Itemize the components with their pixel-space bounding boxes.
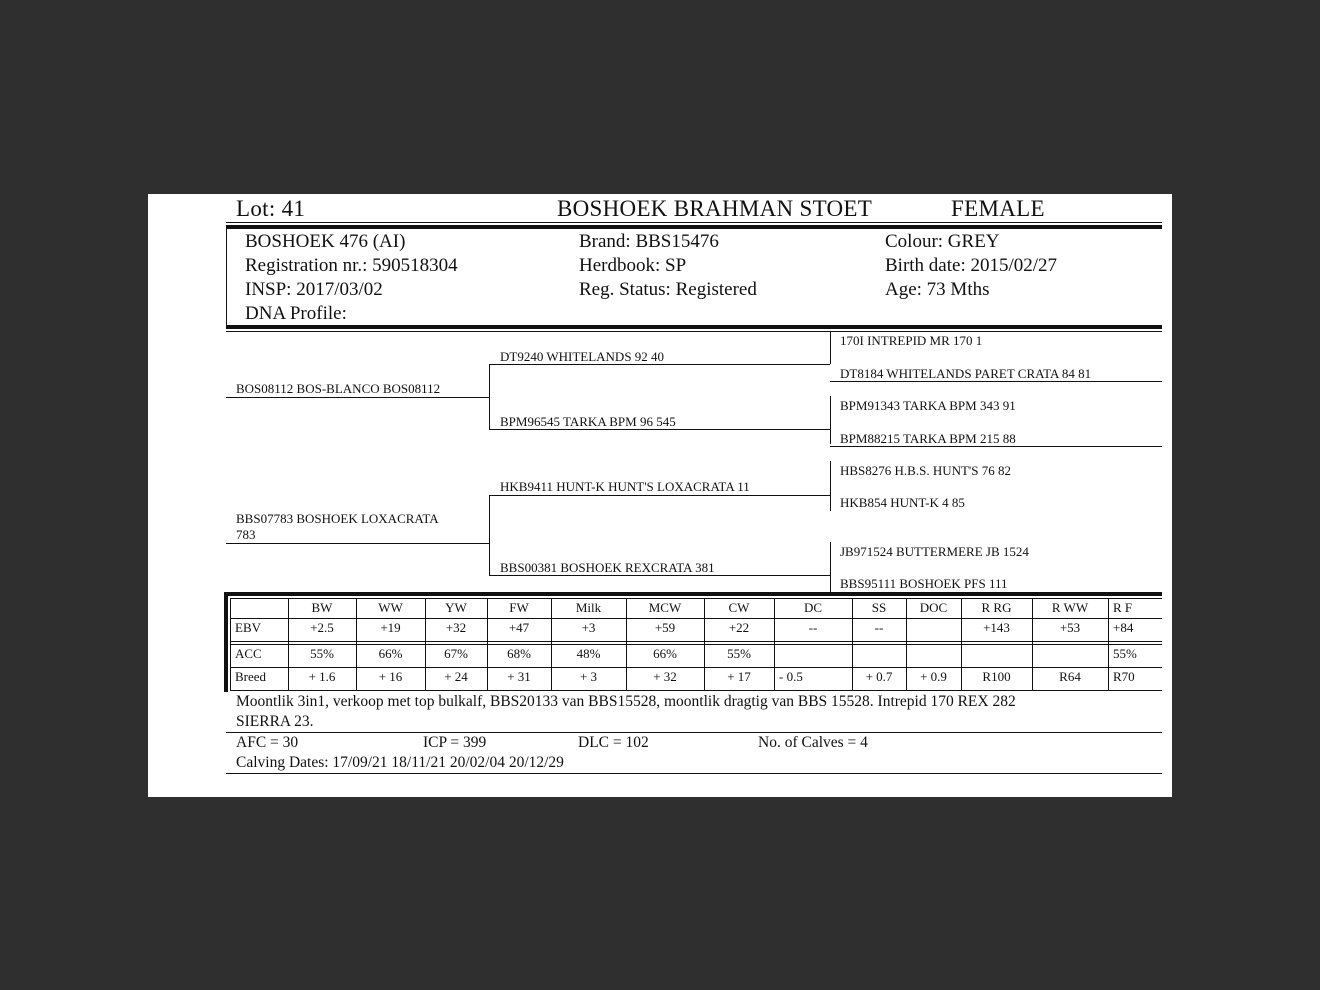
pedigree-ssd: DT8184 WHITELANDS PARET CRATA 84 81 — [840, 366, 1092, 381]
table-cell: 66% — [378, 646, 403, 661]
table-row-label: ACC — [235, 646, 262, 661]
table-row-label: EBV — [235, 620, 261, 635]
table-cell: + 24 — [444, 669, 468, 684]
table-header-cell: R RG — [981, 600, 1012, 615]
table-cell: +19 — [380, 620, 401, 635]
table-cell: 67% — [444, 646, 468, 661]
dna-profile: DNA Profile: — [245, 303, 347, 324]
age: Age: 73 Mths — [885, 279, 990, 300]
table-header-cell: R WW — [1051, 600, 1089, 615]
pedigree-sire-sire: DT9240 WHITELANDS 92 40 — [500, 349, 665, 364]
icp: ICP = 399 — [423, 734, 487, 751]
pedigree-bracket — [830, 332, 831, 364]
table-header-cell: MCW — [648, 600, 682, 615]
table-cell: + 17 — [727, 669, 751, 684]
lot-number: Lot: 41 — [236, 196, 306, 221]
table-cell: + 0.7 — [865, 669, 893, 684]
table-cell: +53 — [1059, 620, 1081, 635]
table-line — [230, 690, 1162, 691]
table-header-cell: Milk — [575, 600, 602, 615]
table-cell: 55% — [727, 646, 751, 661]
pedigree-bracket — [489, 496, 490, 576]
afc: AFC = 30 — [236, 734, 299, 751]
table-cell: R64 — [1059, 669, 1081, 684]
registration-number: Registration nr.: 590518304 — [245, 255, 458, 276]
number-of-calves: No. of Calves = 4 — [758, 734, 868, 751]
table-top-rule — [224, 592, 1162, 596]
table-header-cell: YW — [445, 600, 467, 615]
pedigree-dam-cont: 783 — [236, 527, 256, 542]
table-cell: 66% — [653, 646, 677, 661]
notes-rule — [226, 732, 1162, 733]
pedigree-line — [489, 429, 830, 430]
calving-rule — [226, 773, 1162, 774]
table-header-cell: CW — [728, 600, 750, 615]
pedigree-sire: BOS08112 BOS-BLANCO BOS08112 — [236, 381, 441, 396]
table-cell: + 1.6 — [308, 669, 336, 684]
table-header-cell: DC — [803, 600, 823, 615]
table-cell: + 32 — [653, 669, 677, 684]
table-line — [230, 644, 1162, 645]
card-title: BOSHOEK BRAHMAN STOET — [557, 196, 873, 221]
pedigree-line — [226, 543, 490, 544]
reg-status: Reg. Status: Registered — [579, 279, 757, 300]
table-cell: +84 — [1113, 620, 1134, 635]
info-left-border — [226, 229, 227, 325]
pedigree-line — [830, 446, 1162, 447]
insp-date: INSP: 2017/03/02 — [245, 279, 383, 300]
table-header-cell: BW — [311, 600, 333, 615]
pedigree-bracket — [489, 364, 490, 430]
table-cell: +32 — [445, 620, 467, 635]
pedigree-sdd: BPM88215 TARKA BPM 215 88 — [840, 431, 1016, 446]
table-left-rule — [224, 592, 228, 692]
pedigree-dam: BBS07783 BOSHOEK LOXACRATA — [236, 511, 439, 526]
table-header-cell: DOC — [919, 600, 948, 615]
table-cell: R100 — [982, 669, 1011, 684]
table-cell: R70 — [1113, 669, 1135, 684]
table-cell: +2.5 — [310, 620, 334, 635]
info-rule-thin — [226, 331, 1162, 332]
pedigree-sds: BPM91343 TARKA BPM 343 91 — [840, 398, 1016, 413]
table-cell: +143 — [983, 620, 1010, 635]
pedigree-dam-sire: HKB9411 HUNT-K HUNT'S LOXACRATA 11 — [500, 479, 750, 494]
pedigree-dam-dam: BBS00381 BOSHOEK REXCRATA 381 — [500, 560, 715, 575]
table-line — [230, 641, 1162, 642]
pedigree-bracket — [830, 396, 831, 444]
pedigree-line — [489, 495, 830, 496]
pedigree-bracket — [830, 461, 831, 511]
birth-date: Birth date: 2015/02/27 — [885, 255, 1058, 276]
info-rule-thick — [226, 325, 1162, 329]
sale-notes-line1: Moontlik 3in1, verkoop met top bulkalf, BBS20133 van BBS15528, moontlik dragtig van BBS 15528. Intrepid 170 REX 282 — [236, 693, 1016, 710]
pedigree-line — [830, 381, 1162, 382]
pedigree-line — [489, 364, 830, 365]
table-cell: + 31 — [507, 669, 531, 684]
table-header-cell: R F — [1113, 600, 1133, 615]
table-header-cell: SS — [871, 600, 887, 615]
pedigree-dss: HBS8276 H.B.S. HUNT'S 76 82 — [840, 463, 1012, 478]
pedigree-sss: 170I INTREPID MR 170 1 — [840, 333, 983, 348]
table-cell: - 0.5 — [779, 669, 803, 684]
table-cell: + 0.9 — [920, 669, 947, 684]
calving-dates: Calving Dates: 17/09/21 18/11/21 20/02/04 20/12/29 — [236, 754, 564, 771]
herdbook: Herdbook: SP — [579, 255, 687, 276]
pedigree-dsd: HKB854 HUNT-K 4 85 — [840, 495, 965, 510]
pedigree-line — [489, 575, 830, 576]
table-cell: 48% — [576, 646, 601, 661]
pedigree-line — [226, 397, 490, 398]
lot-card — [148, 194, 1172, 797]
brand: Brand: BBS15476 — [579, 231, 719, 252]
table-cell: -- — [874, 620, 884, 635]
table-cell: +3 — [581, 620, 596, 635]
sale-notes-line2: SIERRA 23. — [236, 713, 314, 730]
table-cell: + 3 — [579, 669, 598, 684]
table-cell: +59 — [654, 620, 676, 635]
pedigree-ddd: BBS95111 BOSHOEK PFS 111 — [840, 576, 1008, 591]
table-line — [230, 598, 1162, 599]
pedigree-bracket — [830, 542, 831, 592]
table-header-cell: WW — [378, 600, 403, 615]
table-line — [230, 618, 1162, 619]
pedigree-sire-dam: BPM96545 TARKA BPM 96 545 — [500, 414, 676, 429]
sex-label: FEMALE — [951, 196, 1045, 221]
table-cell: 68% — [507, 646, 531, 661]
header-rule-thick — [226, 225, 1162, 229]
table-cell: -- — [808, 620, 818, 635]
table-cell: 55% — [310, 646, 334, 661]
table-cell: + 16 — [378, 669, 403, 684]
table-line — [230, 667, 1162, 668]
animal-name: BOSHOEK 476 (AI) — [245, 231, 406, 252]
table-cell: 55% — [1113, 646, 1137, 661]
pedigree-dds: JB971524 BUTTERMERE JB 1524 — [840, 544, 1029, 559]
table-row-label: Breed — [235, 669, 267, 684]
table-cell: +22 — [728, 620, 750, 635]
table-header-cell: FW — [509, 600, 529, 615]
colour: Colour: GREY — [885, 231, 1000, 252]
table-cell: +47 — [508, 620, 530, 635]
header-rule-thin — [226, 222, 1162, 223]
dlc: DLC = 102 — [578, 734, 649, 751]
